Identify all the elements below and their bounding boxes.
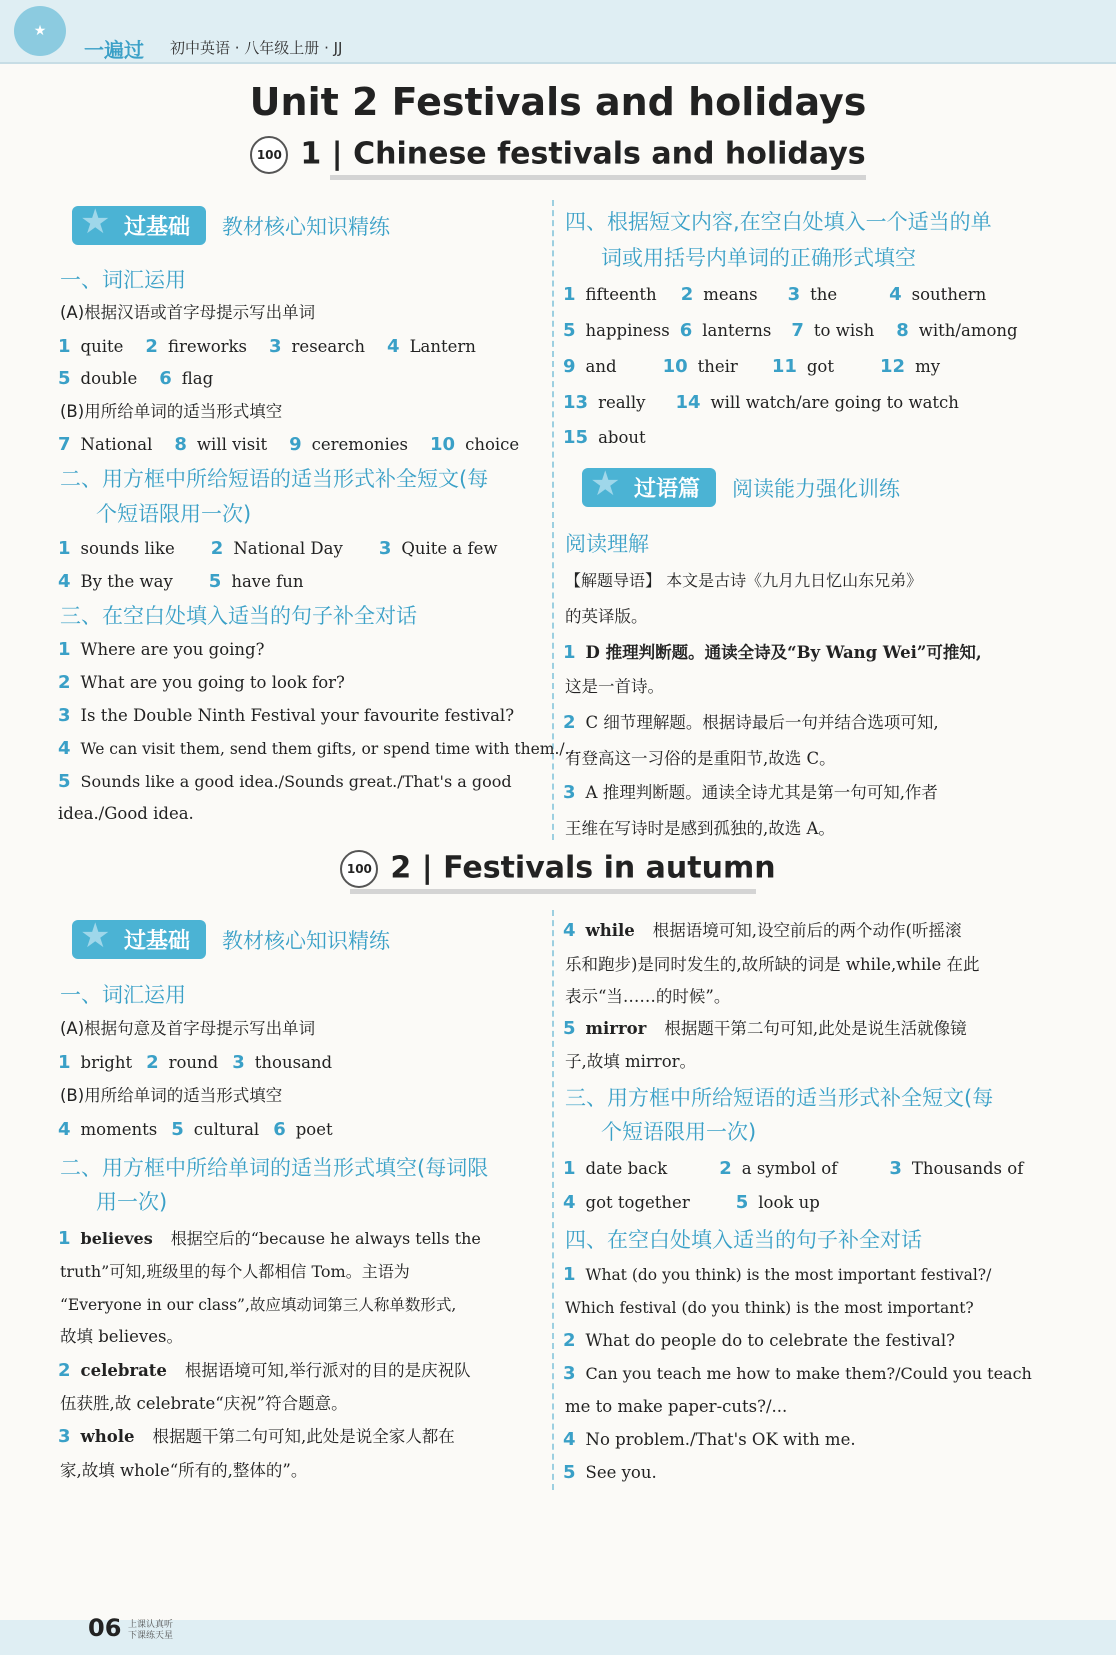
answer-line: 2 What do people do to celebrate the festival? xyxy=(563,1330,956,1351)
answer-line: 4 while 根据语境可知,设空前后的两个动作(听摇滚 xyxy=(563,920,962,941)
answer-line: 1 date back 2 a symbol of 3 Thousands of xyxy=(563,1158,1024,1179)
heading: 二、用方框中所给单词的适当形式填空(每词限 xyxy=(60,1156,489,1180)
guide-text: 【解题导语】 本文是古诗《九月九日忆山东兄弟》 xyxy=(565,571,923,590)
lesson-2-heading: 100 2 | Festivals in autumn xyxy=(0,850,1116,888)
answer-line: idea./Good idea. xyxy=(58,804,194,823)
heading: 阅读理解 xyxy=(565,532,649,556)
heading: 个短语限用一次) xyxy=(96,502,252,526)
answer-line: 1 quite 2 fireworks 3 research 4 Lantern xyxy=(58,336,476,357)
heading: 三、在空白处填入适当的句子补全对话 xyxy=(60,604,417,628)
brand-name: 一遍过 xyxy=(84,38,144,62)
heading: 三、用方框中所给短语的适当形式补全短文(每 xyxy=(565,1086,994,1110)
divider xyxy=(330,175,866,180)
mascot-logo: ★ xyxy=(14,6,66,56)
answer-line: 乐和跑步)是同时发生的,故所缺的词是 while,while 在此 xyxy=(565,955,980,974)
book-meta: 初中英语 · 八年级上册 · JJ xyxy=(170,39,343,57)
answer-line: 5 See you. xyxy=(563,1462,657,1483)
answer-line: 4 got together 5 look up xyxy=(563,1192,820,1213)
answer-line: 王维在写诗时是感到孤独的,故选 A。 xyxy=(565,819,835,838)
heading: 一、词汇运用 xyxy=(60,268,186,292)
answer-line: truth”可知,班级里的每个人都相信 Tom。主语为 xyxy=(60,1262,410,1281)
answer-line: me to make paper-cuts?/... xyxy=(565,1397,788,1416)
answer-line: 4 No problem./That's OK with me. xyxy=(563,1429,856,1450)
answer-line: 13 really 14 will watch/are going to watch xyxy=(563,392,959,413)
answer-line: 子,故填 mirror。 xyxy=(565,1052,697,1071)
answer-line: 1 fifteenth 2 means 3 the 4 southern xyxy=(563,284,987,305)
heading: 词或用括号内单词的正确形式填空 xyxy=(601,246,916,270)
answer-line: 1 believes 根据空后的“because he always tells the xyxy=(58,1228,481,1249)
answer-line: 5 double 6 flag xyxy=(58,368,214,389)
unit-title: Unit 2 Festivals and holidays xyxy=(249,80,867,124)
footer-slogan: 上课认真听 下课练天星 xyxy=(128,1620,174,1641)
answer-line: 故填 believes。 xyxy=(60,1327,183,1346)
answer-line: 表示“当……的时候”。 xyxy=(565,987,731,1006)
answer-line: 2 celebrate 根据语境可知,举行派对的目的是庆祝队 xyxy=(58,1360,471,1381)
answer-line: 3 Can you teach me how to make them?/Could you teach xyxy=(563,1363,1032,1384)
answer-line: 1 Where are you going? xyxy=(58,639,265,660)
section-subtitle: 阅读能力强化训练 xyxy=(732,476,901,501)
page-footer xyxy=(0,1614,1116,1655)
answer-line: 这是一首诗。 xyxy=(565,677,664,696)
answer-line: 家,故填 whole“所有的,整体的”。 xyxy=(60,1461,308,1480)
heading: 个短语限用一次) xyxy=(601,1120,757,1144)
answer-line: 3 whole 根据题干第二句可知,此处是说全家人都在 xyxy=(58,1426,455,1447)
answer-line: 3 Is the Double Ninth Festival your favourite festival? xyxy=(58,705,515,726)
answer-line: 4 moments 5 cultural 6 poet xyxy=(58,1119,333,1140)
badge-icon: 100 xyxy=(250,136,288,174)
answer-line: 5 happiness 6 lanterns 7 to wish 8 with/among xyxy=(563,320,1018,341)
instruction: (A)根据句意及首字母提示写出单词 xyxy=(60,1019,316,1038)
heading: 用一次) xyxy=(96,1190,168,1214)
column-divider xyxy=(552,910,554,1490)
lesson-1-heading: 100 1 | Chinese festivals and holidays xyxy=(0,136,1116,174)
answer-line: 9 and 10 their 11 got 12 my xyxy=(563,356,941,377)
heading: 四、根据短文内容,在空白处填入一个适当的单 xyxy=(565,210,992,234)
answer-line: “Everyone in our class”,故应填动词第三人称单数形式, xyxy=(60,1296,457,1314)
answer-line: 有登高这一习俗的是重阳节,故选 C。 xyxy=(565,749,836,768)
heading: 四、在空白处填入适当的句子补全对话 xyxy=(565,1228,922,1252)
answer-line: 1 D 推理判断题。通读全诗及“By Wang Wei”可推知, xyxy=(563,642,982,663)
answer-line: 4 By the way 5 have fun xyxy=(58,571,304,592)
section-tag: ★ 过语篇 xyxy=(582,468,716,507)
page-header xyxy=(0,0,1116,64)
answer-line: 4 We can visit them, send them gifts, or spend time with them./... xyxy=(58,738,580,759)
answer-line: 7 National 8 will visit 9 ceremonies 10 choice xyxy=(58,434,520,455)
section-subtitle: 教材核心知识精练 xyxy=(222,214,391,239)
heading: 一、词汇运用 xyxy=(60,983,186,1007)
answer-line: 1 What (do you think) is the most important festival?/ xyxy=(563,1264,992,1285)
answer-line: 5 Sounds like a good idea./Sounds great./That's a good xyxy=(58,771,512,792)
answer-line: 15 about xyxy=(563,427,646,448)
divider xyxy=(350,889,756,894)
heading: 二、用方框中所给短语的适当形式补全短文(每 xyxy=(60,467,489,491)
instruction: (B)用所给单词的适当形式填空 xyxy=(60,402,283,421)
answer-line: 1 bright 2 round 3 thousand xyxy=(58,1052,333,1073)
section-band xyxy=(72,206,390,245)
section-tag: ★ 过基础 xyxy=(72,206,206,245)
answer-line: Which festival (do you think) is the most important? xyxy=(565,1299,974,1317)
answer-line: 2 C 细节理解题。根据诗最后一句并结合选项可知, xyxy=(563,712,939,733)
section-tag: ★ 过基础 xyxy=(72,920,206,959)
section-band xyxy=(72,920,390,959)
answer-line: 伍获胜,故 celebrate“庆祝”符合题意。 xyxy=(60,1394,348,1413)
instruction: (A)根据汉语或首字母提示写出单词 xyxy=(60,303,316,322)
answer-line: 3 A 推理判断题。通读全诗尤其是第一句可知,作者 xyxy=(563,782,938,803)
guide-text: 的英译版。 xyxy=(565,607,648,626)
badge-icon: 100 xyxy=(340,850,378,888)
instruction: (B)用所给单词的适当形式填空 xyxy=(60,1086,283,1105)
answer-line: 5 mirror 根据题干第二句可知,此处是说生活就像镜 xyxy=(563,1018,967,1039)
answer-line: 1 sounds like 2 National Day 3 Quite a few xyxy=(58,538,498,559)
reading-band xyxy=(582,468,900,507)
section-subtitle: 教材核心知识精练 xyxy=(222,928,391,953)
answer-line: 2 What are you going to look for? xyxy=(58,672,345,693)
page-number: 06 xyxy=(88,1614,122,1642)
